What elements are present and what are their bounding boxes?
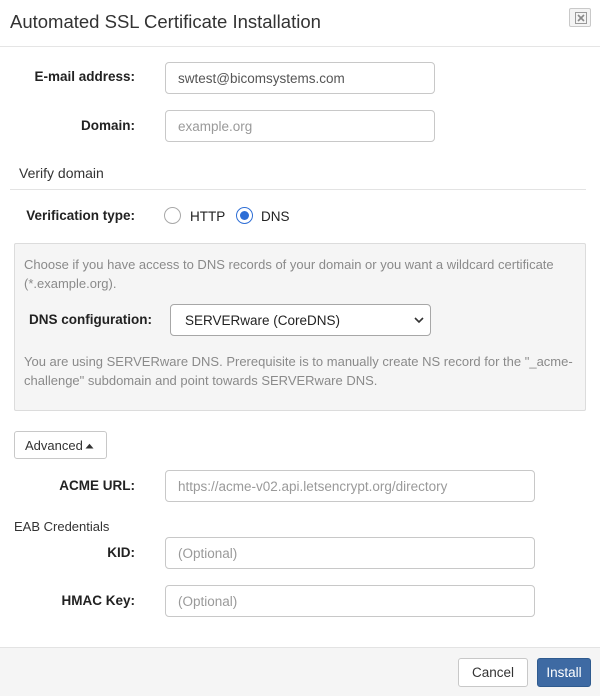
dns-note-text-line1: You are using SERVERware DNS. Prerequisite is to manually create NS record for the "_acme- bbox=[24, 354, 573, 369]
domain-label: Domain: bbox=[81, 118, 135, 133]
dialog-title: Automated SSL Certificate Installation bbox=[10, 11, 321, 32]
email-field[interactable] bbox=[165, 62, 435, 94]
http-radio[interactable] bbox=[164, 207, 181, 224]
eab-credentials-heading: EAB Credentials bbox=[14, 519, 110, 534]
dns-configuration-label: DNS configuration: bbox=[29, 312, 152, 327]
close-button[interactable] bbox=[569, 8, 591, 27]
domain-field[interactable] bbox=[165, 110, 435, 142]
dns-configuration-value: SERVERware (CoreDNS) bbox=[185, 313, 341, 328]
email-label: E-mail address: bbox=[34, 69, 135, 84]
hmac-key-label: HMAC Key: bbox=[61, 593, 135, 608]
caret-up-icon bbox=[85, 443, 94, 449]
dns-radio-label[interactable]: DNS bbox=[261, 209, 290, 224]
verification-type-label: Verification type: bbox=[26, 208, 135, 223]
kid-label: KID: bbox=[107, 545, 135, 560]
advanced-button-label: Advanced bbox=[25, 438, 83, 453]
advanced-toggle-button[interactable] bbox=[14, 431, 107, 459]
kid-field[interactable] bbox=[165, 537, 535, 569]
acme-url-label: ACME URL: bbox=[59, 478, 135, 493]
hmac-key-field[interactable] bbox=[165, 585, 535, 617]
dns-radio[interactable] bbox=[236, 207, 253, 224]
dns-config-panel bbox=[14, 243, 586, 411]
http-radio-label[interactable]: HTTP bbox=[190, 209, 226, 224]
chevron-down-icon bbox=[414, 316, 424, 324]
dns-note-text-line2: challenge" subdomain and point towards SERVERware DNS. bbox=[24, 373, 378, 388]
verify-domain-heading: Verify domain bbox=[19, 165, 104, 181]
dns-info-text-line1: Choose if you have access to DNS records of your domain or you want a wildcard certificate bbox=[24, 257, 554, 272]
install-button[interactable]: Install bbox=[537, 658, 591, 687]
dns-info-text-line2: (*.example.org). bbox=[24, 276, 117, 291]
dns-configuration-select[interactable] bbox=[170, 304, 431, 336]
dialog-header bbox=[0, 0, 600, 47]
cancel-button[interactable]: Cancel bbox=[458, 658, 528, 687]
dialog-footer bbox=[0, 647, 600, 696]
section-divider bbox=[10, 189, 586, 190]
close-icon bbox=[575, 12, 587, 24]
acme-url-field[interactable] bbox=[165, 470, 535, 502]
